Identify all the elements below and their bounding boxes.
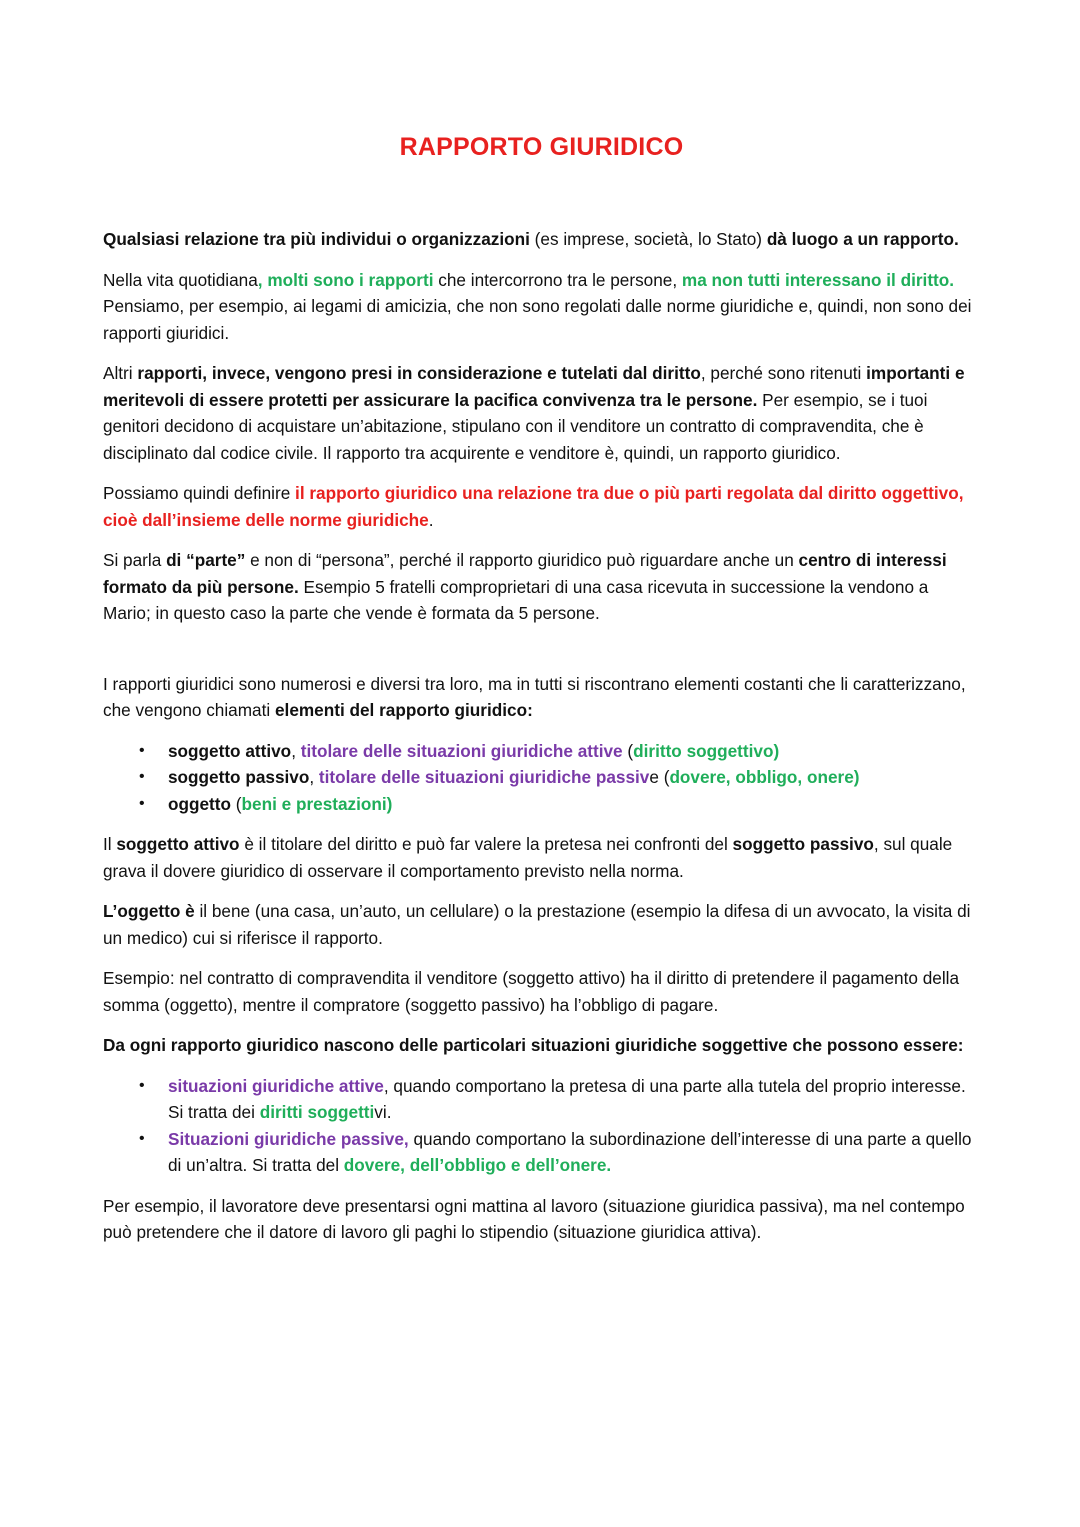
list-item: • oggetto (beni e prestazioni) — [168, 791, 980, 818]
paragraph-example: Esempio: nel contratto di compravendita il venditore (soggetto attivo) ha il diritto di pretendere il pagamento della somma (oggetto), mentre il compratore (soggetto passivo) ha l’obbligo di pagare. — [103, 968, 960, 1015]
bullet-icon: • — [139, 768, 145, 785]
list-item: • situazioni giuridiche attive, quando comportano la pretesa di una parte alla tutela del proprio interesse. Si tratta dei diritti soggettivi. — [168, 1073, 980, 1126]
list-item: • Situazioni giuridiche passive, quando comportano la subordinazione dell’interesse di una parte a quello di un’altra. Si tratta del dovere, dell’obbligo e dell’onere. — [168, 1126, 980, 1179]
paragraph-elements-intro: I rapporti giuridici sono numerosi e diversi tra loro, ma in tutti si riscontrano elementi costanti che li caratterizzano, che vengono chiamati elementi del rapporto giuridico: — [103, 673, 966, 720]
list-item: • soggetto passivo, titolare delle situazioni giuridiche passive (dovere, obbligo, onere) — [168, 764, 980, 791]
paragraph-object: L’oggetto è il bene (una casa, un’auto, un cellulare) o la prestazione (esempio la difesa di un avvocato, la visita di un medico) cui si riferisce il rapporto. — [103, 901, 971, 948]
paragraph-parte: Si parla di “parte” e non di “persona”, perché il rapporto giuridico può riguardare anche un centro di interessi formato da più persone. Esempio 5 fratelli comproprietari di una casa ricevuta in successione la vendono a Mario; in questo caso la parte che vende è formata da 5 persone. — [103, 550, 947, 623]
bullet-icon: • — [139, 741, 145, 759]
paragraph-active-subject: Il soggetto attivo è il titolare del diritto e può far valere la pretesa nei confronti del soggetto passivo, sul quale grava il dovere giuridico di osservare il comportamento previsto nella norma. — [103, 834, 953, 881]
page-title: RAPPORTO GIURIDICO — [399, 133, 684, 161]
bullet-icon: • — [139, 794, 145, 812]
list-item: • soggetto attivo, titolare delle situazioni giuridiche attive (diritto soggettivo) — [168, 738, 980, 765]
document-body — [103, 226, 980, 1246]
paragraph-worker-example: Per esempio, il lavoratore deve presentarsi ogni mattina al lavoro (situazione giuridica passiva), ma nel contempo può pretendere che il datore di lavoro gli paghi lo stipendio (situazione giuridica attiva). — [103, 1195, 965, 1242]
paragraph-definition-relation: Qualsiasi relazione tra più individui o organizzazioni (es imprese, società, lo Stato) dà luogo a un rapporto. — [103, 229, 959, 249]
paragraph-everyday-relations: Nella vita quotidiana, molti sono i rapporti che intercorrono tra le persone, ma non tutti interessano il diritto. Pensiamo, per esempio, ai legami di amicizia, che non sono regolati dalle norme giuridiche e, quindi, non sono dei rapporti giuridici. — [103, 269, 972, 343]
situations-list — [103, 1073, 980, 1179]
bullet-icon: • — [139, 1129, 145, 1147]
elements-list — [103, 738, 980, 818]
bullet-icon: • — [139, 1076, 145, 1094]
paragraph-legal-relations: Altri rapporti, invece, vengono presi in considerazione e tutelati dal diritto, perché sono ritenuti importanti e meritevoli di essere protetti per assicurare la pacifica convivenza tra le persone. Per esempio, se i tuoi genitori decidono di acquistare un’abitazione, stipulano con il venditore un contratto di compravendita, che è disciplinato dal codice civile. Il rapporto tra acquirente e venditore è, quindi, un rapporto giuridico. — [103, 363, 965, 463]
paragraph-definition: Possiamo quindi definire il rapporto giuridico una relazione tra due o più parti regolata dal diritto oggettivo, cioè dall’insieme delle norme giuridiche. — [103, 483, 964, 530]
paragraph-situations-intro: Da ogni rapporto giuridico nascono delle particolari situazioni giuridiche soggettive che possono essere: — [103, 1035, 964, 1055]
